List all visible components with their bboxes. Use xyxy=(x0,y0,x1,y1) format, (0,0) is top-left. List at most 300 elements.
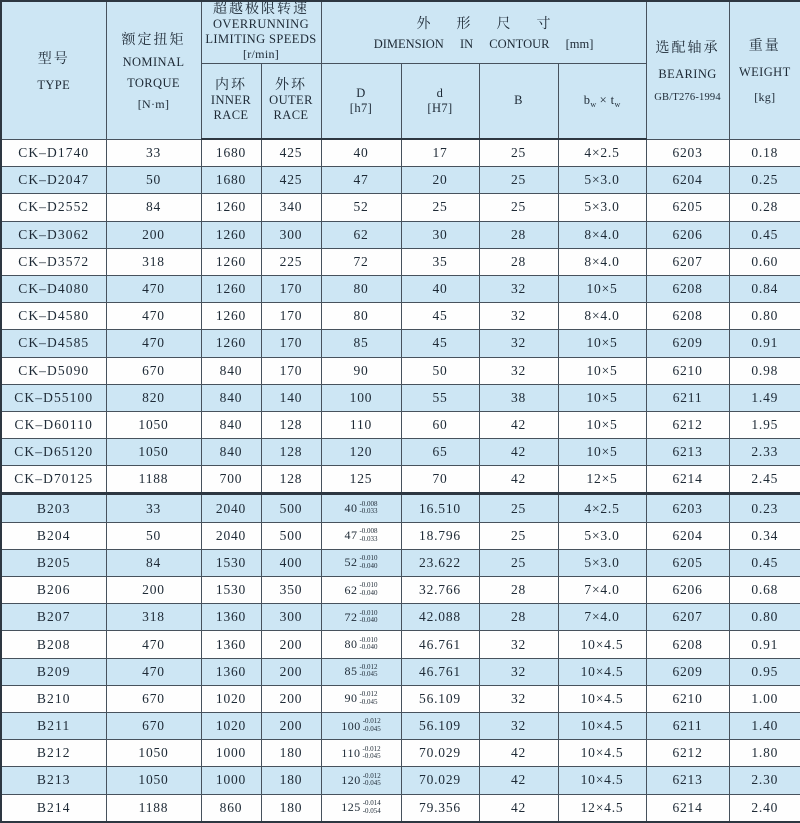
cell-D: 80 -0.010 -0.040 xyxy=(321,631,401,658)
cell-bt: 12×5 xyxy=(558,466,646,494)
D-tolerance-class: [h7] xyxy=(349,100,373,115)
cell-torque: 84 xyxy=(106,549,201,576)
cell-bearing: 6210 xyxy=(646,685,729,712)
tolerance-stack: -0.010 -0.040 xyxy=(359,581,378,597)
table-row xyxy=(1,167,800,194)
tolerance-stack: -0.012 -0.045 xyxy=(362,717,381,733)
cell-B: 25 xyxy=(479,549,558,576)
cell-type: CK–D1740 xyxy=(1,139,106,167)
cell-D: 62 xyxy=(321,221,401,248)
cell-torque: 1050 xyxy=(106,411,201,438)
cell-torque: 470 xyxy=(106,330,201,357)
dimension-label-zh: 外形尺寸 xyxy=(416,16,577,32)
cell-d: 46.761 xyxy=(401,631,479,658)
cell-B: 42 xyxy=(479,439,558,466)
table-row xyxy=(1,221,800,248)
table-row xyxy=(1,767,800,794)
cell-B: 32 xyxy=(479,658,558,685)
cell-torque: 33 xyxy=(106,494,201,522)
cell-weight: 0.68 xyxy=(729,577,800,604)
cell-weight: 1.00 xyxy=(729,685,800,712)
cell-type: CK–D5090 xyxy=(1,357,106,384)
cell-type: B212 xyxy=(1,740,106,767)
table-row xyxy=(1,248,800,275)
cell-B: 28 xyxy=(479,248,558,275)
cell-d: 25 xyxy=(401,194,479,221)
cell-torque: 470 xyxy=(106,303,201,330)
col-header-inner-race xyxy=(201,63,261,139)
cell-type: B207 xyxy=(1,604,106,631)
cell-B: 38 xyxy=(479,384,558,411)
table-row xyxy=(1,740,800,767)
cell-type: CK–D3062 xyxy=(1,221,106,248)
cell-inner: 1680 xyxy=(201,167,261,194)
outer-race-en2: RACE xyxy=(273,108,309,123)
cell-weight: 0.91 xyxy=(729,330,800,357)
table-row xyxy=(1,631,800,658)
table-header xyxy=(1,1,800,139)
cell-bt: 10×4.5 xyxy=(558,712,646,739)
cell-bearing: 6207 xyxy=(646,604,729,631)
table-row xyxy=(1,685,800,712)
col-header-type xyxy=(1,1,106,139)
dimension-label-en: DIMENSION IN CONTOUR [mm] xyxy=(373,36,594,51)
cell-d: 35 xyxy=(401,248,479,275)
cell-B: 42 xyxy=(479,794,558,822)
bearing-standard: GB/T276-1994 xyxy=(654,92,721,104)
cell-B: 32 xyxy=(479,275,558,302)
cell-type: CK–D3572 xyxy=(1,248,106,275)
cell-D: 72 xyxy=(321,248,401,275)
cell-weight: 1.80 xyxy=(729,740,800,767)
cell-weight: 0.34 xyxy=(729,522,800,549)
cell-type: B204 xyxy=(1,522,106,549)
speeds-label-zh: 超越极限转速 xyxy=(213,2,309,18)
speeds-label-en1: OVERRUNNING xyxy=(212,17,310,32)
col-header-B xyxy=(479,63,558,139)
cell-bearing: 6211 xyxy=(646,384,729,411)
bearing-label-zh: 选配轴承 xyxy=(655,41,720,57)
cell-outer: 200 xyxy=(261,685,321,712)
cell-d: 79.356 xyxy=(401,794,479,822)
cell-B: 25 xyxy=(479,522,558,549)
cell-inner: 1020 xyxy=(201,712,261,739)
cell-torque: 670 xyxy=(106,712,201,739)
col-header-outer-race xyxy=(261,63,321,139)
tolerance-stack: -0.010 -0.040 xyxy=(359,554,378,570)
cell-d: 70.029 xyxy=(401,767,479,794)
tolerance-stack: -0.012 -0.045 xyxy=(359,662,378,679)
cell-D: 47 xyxy=(321,167,401,194)
tolerance-stack: -0.008 -0.033 xyxy=(359,499,378,516)
cell-D: 40 xyxy=(321,139,401,167)
cell-bt: 10×5 xyxy=(558,384,646,411)
tolerance-stack: -0.012 -0.045 xyxy=(362,744,381,760)
cell-weight: 2.45 xyxy=(729,466,800,494)
cell-weight: 2.30 xyxy=(729,767,800,794)
cell-type: B211 xyxy=(1,712,106,739)
cell-D: 85 xyxy=(321,330,401,357)
cell-bt: 10×4.5 xyxy=(558,631,646,658)
cell-bearing: 6205 xyxy=(646,549,729,576)
cell-outer: 300 xyxy=(261,221,321,248)
table-row xyxy=(1,439,800,466)
inner-race-en2: RACE xyxy=(213,108,249,123)
cell-weight: 0.91 xyxy=(729,631,800,658)
cell-bearing: 6207 xyxy=(646,248,729,275)
torque-label-en1: NOMINAL xyxy=(122,54,185,69)
cell-D: 80 xyxy=(321,275,401,302)
cell-type: B214 xyxy=(1,794,106,822)
cell-inner: 1260 xyxy=(201,248,261,275)
cell-inner: 1020 xyxy=(201,685,261,712)
col-header-torque xyxy=(106,1,201,139)
tolerance-stack: -0.008 -0.033 xyxy=(359,527,378,543)
cell-D: 52 xyxy=(321,194,401,221)
cell-bt: 10×4.5 xyxy=(558,658,646,685)
cell-torque: 670 xyxy=(106,685,201,712)
col-header-weight xyxy=(729,1,800,139)
table-row xyxy=(1,604,800,631)
cell-inner: 840 xyxy=(201,439,261,466)
cell-outer: 200 xyxy=(261,712,321,739)
cell-inner: 1360 xyxy=(201,631,261,658)
col-header-bearing xyxy=(646,1,729,139)
cell-B: 32 xyxy=(479,685,558,712)
cell-D: 90 xyxy=(321,357,401,384)
cell-bearing: 6208 xyxy=(646,275,729,302)
cell-bt: 10×5 xyxy=(558,411,646,438)
cell-bt: 4×2.5 xyxy=(558,494,646,522)
cell-outer: 500 xyxy=(261,522,321,549)
cell-weight: 1.49 xyxy=(729,384,800,411)
speeds-unit: [r/min] xyxy=(242,47,280,62)
cell-torque: 1188 xyxy=(106,466,201,494)
cell-bearing: 6212 xyxy=(646,411,729,438)
cell-bt: 10×5 xyxy=(558,330,646,357)
cell-torque: 670 xyxy=(106,357,201,384)
cell-d: 45 xyxy=(401,330,479,357)
D-symbol: D xyxy=(356,85,366,100)
cell-B: 28 xyxy=(479,221,558,248)
cell-outer: 170 xyxy=(261,275,321,302)
cell-d: 60 xyxy=(401,411,479,438)
cell-B: 32 xyxy=(479,357,558,384)
cell-bearing: 6209 xyxy=(646,330,729,357)
table-row xyxy=(1,466,800,494)
cell-bt: 10×5 xyxy=(558,357,646,384)
cell-type: CK–D4585 xyxy=(1,330,106,357)
tolerance-stack: -0.014 -0.054 xyxy=(362,799,381,815)
tolerance-stack: -0.012 -0.045 xyxy=(362,771,381,788)
cell-outer: 170 xyxy=(261,357,321,384)
col-header-D xyxy=(321,63,401,139)
table-row xyxy=(1,275,800,302)
cell-weight: 0.25 xyxy=(729,167,800,194)
cell-B: 42 xyxy=(479,767,558,794)
cell-d: 45 xyxy=(401,303,479,330)
outer-race-en1: OUTER xyxy=(269,93,313,108)
cell-outer: 200 xyxy=(261,631,321,658)
cell-D: 62 -0.010 -0.040 xyxy=(321,577,401,604)
table-row xyxy=(1,712,800,739)
cell-D: 125 -0.014 -0.054 xyxy=(321,794,401,822)
cell-bt: 5×3.0 xyxy=(558,522,646,549)
cell-bt: 7×4.0 xyxy=(558,577,646,604)
B-symbol: B xyxy=(514,93,523,108)
cell-bearing: 6213 xyxy=(646,767,729,794)
cell-B: 42 xyxy=(479,740,558,767)
cell-bearing: 6214 xyxy=(646,466,729,494)
cell-d: 30 xyxy=(401,221,479,248)
cell-type: CK–D55100 xyxy=(1,384,106,411)
cell-weight: 0.45 xyxy=(729,221,800,248)
cell-bt: 10×4.5 xyxy=(558,767,646,794)
cell-bearing: 6208 xyxy=(646,303,729,330)
cell-bt: 10×4.5 xyxy=(558,740,646,767)
cell-bt: 5×3.0 xyxy=(558,194,646,221)
cell-outer: 425 xyxy=(261,167,321,194)
cell-B: 32 xyxy=(479,330,558,357)
cell-bearing: 6209 xyxy=(646,658,729,685)
cell-bearing: 6206 xyxy=(646,221,729,248)
cell-torque: 1188 xyxy=(106,794,201,822)
bearing-label-en: BEARING xyxy=(658,67,717,82)
cell-inner: 1680 xyxy=(201,139,261,167)
cell-bearing: 6206 xyxy=(646,577,729,604)
table-row xyxy=(1,549,800,576)
speeds-label-en2: LIMITING SPEEDS xyxy=(205,32,317,47)
cell-bearing: 6213 xyxy=(646,439,729,466)
cell-bt: 5×3.0 xyxy=(558,549,646,576)
table-row xyxy=(1,357,800,384)
cell-d: 56.109 xyxy=(401,712,479,739)
cell-bearing: 6211 xyxy=(646,712,729,739)
cell-bt: 10×4.5 xyxy=(558,685,646,712)
cell-torque: 200 xyxy=(106,221,201,248)
type-label-zh: 型号 xyxy=(37,51,70,67)
cell-inner: 1000 xyxy=(201,740,261,767)
cell-D: 110 xyxy=(321,411,401,438)
cell-torque: 318 xyxy=(106,604,201,631)
cell-torque: 50 xyxy=(106,167,201,194)
cell-torque: 820 xyxy=(106,384,201,411)
cell-type: CK–D4580 xyxy=(1,303,106,330)
cell-outer: 300 xyxy=(261,604,321,631)
table-body xyxy=(1,139,800,822)
cell-bt: 10×5 xyxy=(558,439,646,466)
cell-bt: 8×4.0 xyxy=(558,221,646,248)
cell-outer: 200 xyxy=(261,658,321,685)
cell-B: 25 xyxy=(479,194,558,221)
cell-inner: 1530 xyxy=(201,549,261,576)
cell-bt: 10×5 xyxy=(558,275,646,302)
col-header-bt xyxy=(558,63,646,139)
cell-type: CK–D2047 xyxy=(1,167,106,194)
cell-type: CK–D60110 xyxy=(1,411,106,438)
cell-torque: 33 xyxy=(106,139,201,167)
cell-bt: 8×4.0 xyxy=(558,248,646,275)
cell-inner: 1260 xyxy=(201,330,261,357)
cell-inner: 840 xyxy=(201,411,261,438)
cell-type: B209 xyxy=(1,658,106,685)
cell-B: 25 xyxy=(479,139,558,167)
cell-bearing: 6214 xyxy=(646,794,729,822)
cell-d: 70 xyxy=(401,466,479,494)
weight-label-en: WEIGHT xyxy=(738,65,791,80)
weight-unit: [kg] xyxy=(754,90,776,105)
cell-B: 42 xyxy=(479,466,558,494)
cell-outer: 500 xyxy=(261,494,321,522)
cell-type: B213 xyxy=(1,767,106,794)
cell-d: 56.109 xyxy=(401,685,479,712)
cell-inner: 1000 xyxy=(201,767,261,794)
cell-d: 46.761 xyxy=(401,658,479,685)
cell-d: 65 xyxy=(401,439,479,466)
cell-D: 100 xyxy=(321,384,401,411)
cell-weight: 0.60 xyxy=(729,248,800,275)
cell-outer: 350 xyxy=(261,577,321,604)
torque-label-en2: TORQUE xyxy=(127,75,180,90)
cell-inner: 1530 xyxy=(201,577,261,604)
table-row xyxy=(1,794,800,822)
cell-B: 25 xyxy=(479,167,558,194)
table-row xyxy=(1,411,800,438)
cell-bearing: 6204 xyxy=(646,167,729,194)
cell-d: 32.766 xyxy=(401,577,479,604)
cell-type: B203 xyxy=(1,494,106,522)
cell-bt: 8×4.0 xyxy=(558,303,646,330)
cell-torque: 200 xyxy=(106,577,201,604)
cell-weight: 0.23 xyxy=(729,494,800,522)
cell-inner: 2040 xyxy=(201,494,261,522)
cell-weight: 0.98 xyxy=(729,357,800,384)
cell-D: 110 -0.012 -0.045 xyxy=(321,740,401,767)
cell-type: CK–D70125 xyxy=(1,466,106,494)
cell-d: 17 xyxy=(401,139,479,167)
cell-weight: 0.45 xyxy=(729,549,800,576)
cell-type: B205 xyxy=(1,549,106,576)
cell-outer: 128 xyxy=(261,411,321,438)
cell-B: 32 xyxy=(479,712,558,739)
cell-B: 28 xyxy=(479,577,558,604)
cell-weight: 0.80 xyxy=(729,303,800,330)
cell-bearing: 6205 xyxy=(646,194,729,221)
cell-torque: 470 xyxy=(106,631,201,658)
cell-torque: 1050 xyxy=(106,740,201,767)
d-symbol: d xyxy=(436,85,444,100)
table-row xyxy=(1,522,800,549)
cell-torque: 1050 xyxy=(106,439,201,466)
inner-race-zh: 内环 xyxy=(215,78,247,94)
cell-bearing: 6210 xyxy=(646,357,729,384)
cell-outer: 180 xyxy=(261,740,321,767)
cell-type: B206 xyxy=(1,577,106,604)
cell-outer: 128 xyxy=(261,439,321,466)
tolerance-stack: -0.010 -0.040 xyxy=(359,635,378,652)
cell-bearing: 6212 xyxy=(646,740,729,767)
tolerance-stack: -0.010 -0.040 xyxy=(359,608,378,625)
cell-inner: 840 xyxy=(201,357,261,384)
cell-type: CK–D65120 xyxy=(1,439,106,466)
cell-inner: 1360 xyxy=(201,658,261,685)
cell-outer: 170 xyxy=(261,330,321,357)
cell-weight: 2.33 xyxy=(729,439,800,466)
cell-D: 120 xyxy=(321,439,401,466)
table-row xyxy=(1,577,800,604)
cell-weight: 0.95 xyxy=(729,658,800,685)
cell-outer: 128 xyxy=(261,466,321,494)
table-row xyxy=(1,658,800,685)
col-header-d xyxy=(401,63,479,139)
inner-race-en1: INNER xyxy=(210,93,252,108)
cell-d: 23.622 xyxy=(401,549,479,576)
cell-B: 28 xyxy=(479,604,558,631)
cell-d: 70.029 xyxy=(401,740,479,767)
cell-D: 72 -0.010 -0.040 xyxy=(321,604,401,631)
cell-D: 47 -0.008 -0.033 xyxy=(321,522,401,549)
cell-torque: 50 xyxy=(106,522,201,549)
cell-type: B208 xyxy=(1,631,106,658)
cell-inner: 2040 xyxy=(201,522,261,549)
cell-outer: 180 xyxy=(261,794,321,822)
cell-bt: 4×2.5 xyxy=(558,139,646,167)
cell-D: 85 -0.012 -0.045 xyxy=(321,658,401,685)
cell-bearing: 6203 xyxy=(646,494,729,522)
cell-d: 55 xyxy=(401,384,479,411)
cell-D: 90 -0.012 -0.045 xyxy=(321,685,401,712)
cell-inner: 1360 xyxy=(201,604,261,631)
cell-B: 42 xyxy=(479,411,558,438)
cell-outer: 400 xyxy=(261,549,321,576)
cell-weight: 1.95 xyxy=(729,411,800,438)
cell-inner: 1260 xyxy=(201,194,261,221)
col-header-speeds-group xyxy=(201,1,321,63)
cell-inner: 700 xyxy=(201,466,261,494)
cell-weight: 0.84 xyxy=(729,275,800,302)
cell-bearing: 6204 xyxy=(646,522,729,549)
cell-outer: 225 xyxy=(261,248,321,275)
cell-torque: 84 xyxy=(106,194,201,221)
d-tolerance-class: [H7] xyxy=(427,100,453,115)
col-header-dimension-group xyxy=(321,1,646,63)
cell-outer: 140 xyxy=(261,384,321,411)
cell-inner: 1260 xyxy=(201,303,261,330)
cell-D: 120 -0.012 -0.045 xyxy=(321,767,401,794)
table-row xyxy=(1,384,800,411)
table-row xyxy=(1,303,800,330)
type-label-en: TYPE xyxy=(37,77,71,92)
table-row xyxy=(1,494,800,522)
cell-inner: 840 xyxy=(201,384,261,411)
cell-B: 25 xyxy=(479,494,558,522)
cell-bearing: 6208 xyxy=(646,631,729,658)
cell-type: CK–D2552 xyxy=(1,194,106,221)
tolerance-stack: -0.012 -0.045 xyxy=(359,690,378,706)
cell-outer: 425 xyxy=(261,139,321,167)
cell-d: 50 xyxy=(401,357,479,384)
cell-inner: 1260 xyxy=(201,221,261,248)
cell-d: 16.510 xyxy=(401,494,479,522)
cell-bt: 12×4.5 xyxy=(558,794,646,822)
cell-D: 125 xyxy=(321,466,401,494)
cell-torque: 470 xyxy=(106,658,201,685)
cell-type: CK–D4080 xyxy=(1,275,106,302)
cell-D: 52 -0.010 -0.040 xyxy=(321,549,401,576)
cell-inner: 1260 xyxy=(201,275,261,302)
keyway-symbol: $b_w \times t_w$ xyxy=(583,92,621,109)
cell-bt: 5×3.0 xyxy=(558,167,646,194)
